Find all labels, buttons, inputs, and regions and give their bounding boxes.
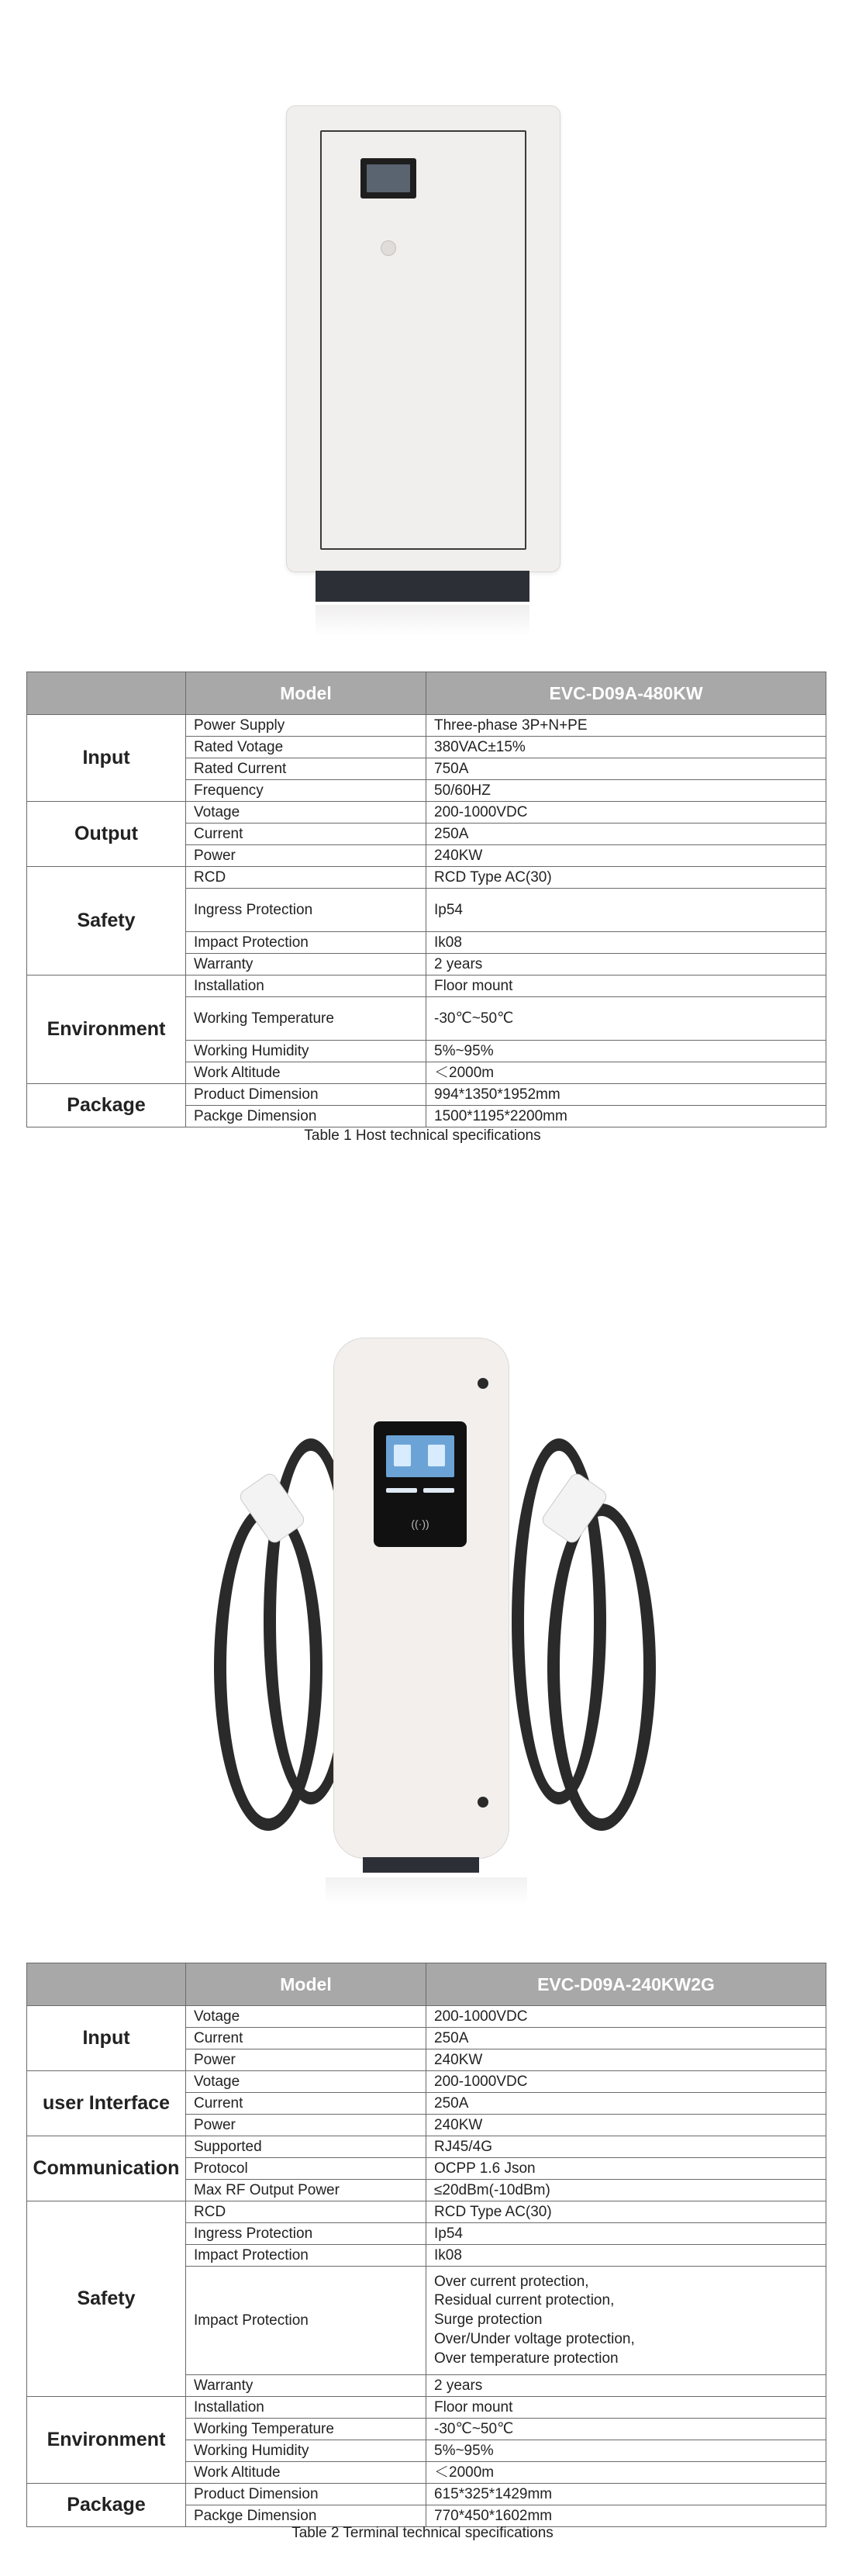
spec-value: ＜2000m <box>426 2462 826 2484</box>
table-row <box>27 2484 826 2505</box>
spec-label: Rated Votage <box>186 737 426 758</box>
spec-label: Working Temperature <box>186 2419 426 2440</box>
spec-label: Supported <box>186 2136 426 2158</box>
spec-label: Rated Current <box>186 758 426 780</box>
spec-label: Current <box>186 2028 426 2049</box>
spec-label: Frequency <box>186 780 426 802</box>
spec-label: Power <box>186 2049 426 2071</box>
spec-value: 770*450*1602mm <box>426 2505 826 2527</box>
group-label: Output <box>27 802 186 867</box>
spec-label: Working Humidity <box>186 1041 426 1062</box>
host-display-screen <box>360 158 416 199</box>
spec-value: 200-1000VDC <box>426 2071 826 2093</box>
spec-value: 2 years <box>426 2375 826 2397</box>
spec-label: Installation <box>186 975 426 997</box>
spec-label: Power <box>186 2115 426 2136</box>
spec-value: RJ45/4G <box>426 2136 826 2158</box>
spec-label: Product Dimension <box>186 2484 426 2505</box>
spec-label: Packge Dimension <box>186 2505 426 2527</box>
spec-value: 240KW <box>426 2049 826 2071</box>
spec-value: Three-phase 3P+N+PE <box>426 715 826 737</box>
spec-label: Impact Protection <box>186 932 426 954</box>
spec-label: RCD <box>186 867 426 889</box>
host-door-panel <box>320 130 526 550</box>
host-spec-table <box>26 672 826 1127</box>
terminal-floor-reflection <box>326 1877 527 1904</box>
spec-value-line: Over current protection, <box>434 2273 589 2290</box>
spec-label: Votage <box>186 802 426 824</box>
table-row <box>27 2071 826 2093</box>
table-row <box>27 975 826 997</box>
spec-label: Protocol <box>186 2158 426 2180</box>
table-row <box>27 1084 826 1106</box>
spec-value: Ik08 <box>426 2245 826 2267</box>
table-header-row <box>27 1963 826 2006</box>
table-row <box>27 2201 826 2223</box>
spec-value: Ip54 <box>426 889 826 932</box>
group-label: user Interface <box>27 2071 186 2136</box>
spec-value: 750A <box>426 758 826 780</box>
spec-value: 200-1000VDC <box>426 802 826 824</box>
spec-label: Work Altitude <box>186 2462 426 2484</box>
spec-label: Current <box>186 824 426 845</box>
header-model-label: Model <box>186 1963 426 2006</box>
rfid-card-icon: ((·)) <box>411 1518 429 1530</box>
top-lock-icon <box>478 1378 488 1389</box>
host-floor-reflection <box>316 605 529 636</box>
spec-value: ＜2000m <box>426 1062 826 1084</box>
group-label: Environment <box>27 2397 186 2484</box>
spec-label: Working Temperature <box>186 997 426 1041</box>
spec-value: Floor mount <box>426 975 826 997</box>
terminal-display <box>386 1435 454 1477</box>
spec-label: Installation <box>186 2397 426 2419</box>
spec-value-line: Residual current protection, <box>434 2292 615 2309</box>
spec-value-line: Surge protection <box>434 2312 543 2329</box>
spec-label: Power <box>186 845 426 867</box>
spec-value: 5%~95% <box>426 1041 826 1062</box>
spec-value: 250A <box>426 2028 826 2049</box>
header-model-value: EVC-D09A-480KW <box>426 672 826 715</box>
spec-value: 2 years <box>426 954 826 975</box>
group-label: Package <box>27 2484 186 2527</box>
spec-value: 50/60HZ <box>426 780 826 802</box>
spec-value: OCPP 1.6 Json <box>426 2158 826 2180</box>
header-blank <box>27 1963 186 2006</box>
terminal-base <box>363 1857 479 1873</box>
spec-value: 200-1000VDC <box>426 2006 826 2028</box>
spec-value: -30℃~50℃ <box>426 997 826 1041</box>
group-label: Environment <box>27 975 186 1084</box>
spec-value-line: Over/Under voltage protection, <box>434 2330 635 2347</box>
spec-label: Current <box>186 2093 426 2115</box>
host-charger-image <box>286 105 559 641</box>
spec-value <box>426 2267 826 2375</box>
spec-value: 1500*1195*2200mm <box>426 1106 826 1127</box>
spec-value-line: Over temperature protection <box>434 2350 619 2367</box>
host-emergency-button-icon <box>381 240 396 256</box>
spec-label: Packge Dimension <box>186 1106 426 1127</box>
spec-value: 615*325*1429mm <box>426 2484 826 2505</box>
spec-value: Floor mount <box>426 2397 826 2419</box>
spec-label: Ingress Protection <box>186 889 426 932</box>
table-row <box>27 2136 826 2158</box>
spec-label: Work Altitude <box>186 1062 426 1084</box>
spec-label: Working Humidity <box>186 2440 426 2462</box>
spec-label: Impact Protection <box>186 2267 426 2375</box>
table-row <box>27 867 826 889</box>
spec-value: RCD Type AC(30) <box>426 2201 826 2223</box>
spec-label: Power Supply <box>186 715 426 737</box>
spec-label: RCD <box>186 2201 426 2223</box>
terminal-right-button <box>423 1488 454 1493</box>
spec-label: Warranty <box>186 954 426 975</box>
spec-label: Votage <box>186 2006 426 2028</box>
header-blank <box>27 672 186 715</box>
group-label: Input <box>27 715 186 802</box>
terminal-charger-image <box>202 1330 643 1919</box>
spec-value: 380VAC±15% <box>426 737 826 758</box>
spec-label: Max RF Output Power <box>186 2180 426 2201</box>
spec-label: Product Dimension <box>186 1084 426 1106</box>
table-caption: Table 1 Host technical specifications <box>304 1127 541 1144</box>
table-caption: Table 2 Terminal technical specifications <box>291 2525 554 2541</box>
spec-value: 250A <box>426 2093 826 2115</box>
bottom-lock-icon <box>478 1797 488 1808</box>
spec-value: ≤20dBm(-10dBm) <box>426 2180 826 2201</box>
table-row <box>27 802 826 824</box>
spec-value: Ik08 <box>426 932 826 954</box>
group-label: Input <box>27 2006 186 2071</box>
group-label: Package <box>27 1084 186 1127</box>
spec-label: Votage <box>186 2071 426 2093</box>
table-row <box>27 2397 826 2419</box>
terminal-left-button <box>386 1488 417 1493</box>
spec-value: Ip54 <box>426 2223 826 2245</box>
host-base <box>316 571 529 602</box>
spec-value: 240KW <box>426 2115 826 2136</box>
spec-label: Ingress Protection <box>186 2223 426 2245</box>
spec-value: 5%~95% <box>426 2440 826 2462</box>
spec-label: Impact Protection <box>186 2245 426 2267</box>
spec-value: -30℃~50℃ <box>426 2419 826 2440</box>
spec-value: RCD Type AC(30) <box>426 867 826 889</box>
group-label: Communication <box>27 2136 186 2201</box>
table-row <box>27 2006 826 2028</box>
spec-value: 994*1350*1952mm <box>426 1084 826 1106</box>
table-header-row <box>27 672 826 715</box>
terminal-spec-table <box>26 1963 826 2527</box>
header-model-value: EVC-D09A-240KW2G <box>426 1963 826 2006</box>
spec-value: 250A <box>426 824 826 845</box>
group-label: Safety <box>27 867 186 975</box>
table-row <box>27 715 826 737</box>
spec-value: 240KW <box>426 845 826 867</box>
header-model-label: Model <box>186 672 426 715</box>
spec-label: Warranty <box>186 2375 426 2397</box>
terminal-body <box>333 1338 509 1859</box>
group-label: Safety <box>27 2201 186 2397</box>
